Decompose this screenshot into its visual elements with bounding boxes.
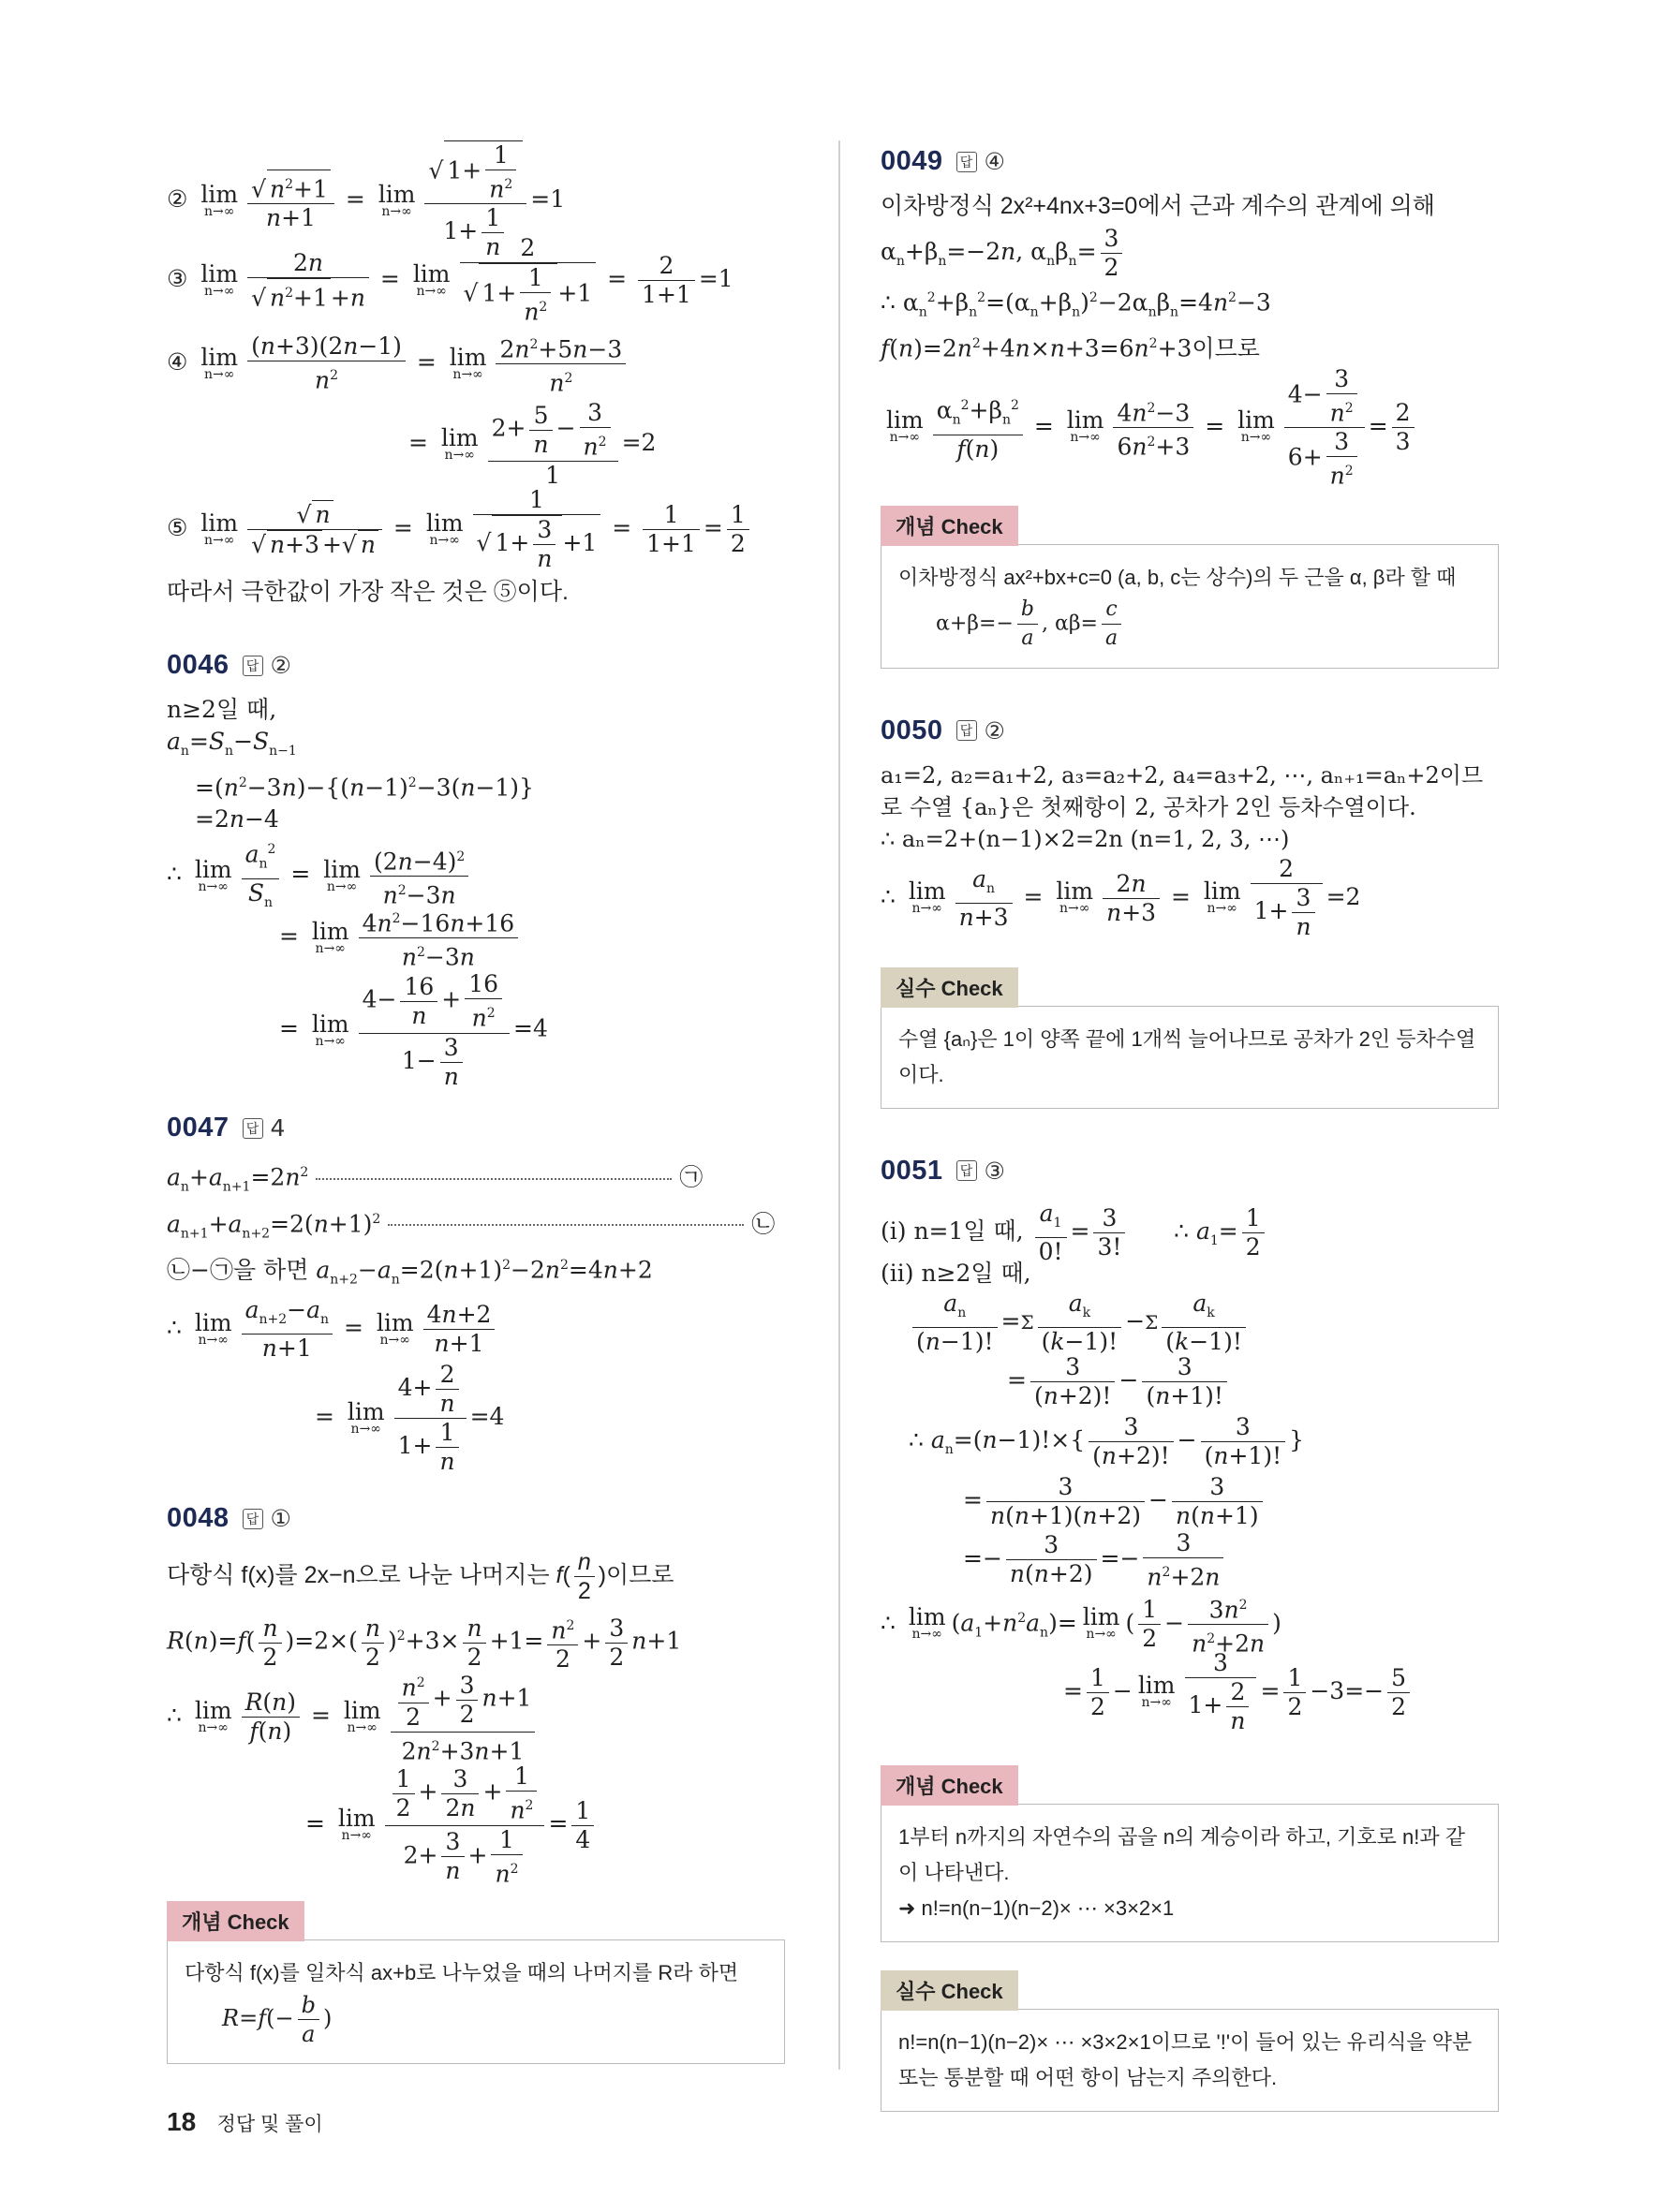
question-0050-header: 0050 답 ② bbox=[881, 715, 1005, 745]
q0050-line3: ∴ aₙ=2+(n−1)×2=2n (n=1, 2, 3, ⋯) bbox=[881, 825, 1290, 852]
math-line-2: ② lim n→∞ $\frac{√ n^2+1}{n+1}$ = lim n→∞ √ 1+ $\frac{1}{n^2}$ 1+ $\frac{1}{n}$ =1 bbox=[167, 141, 566, 261]
concept-check-0051 bbox=[881, 1765, 1499, 1942]
concept-check-tag: 개념 Check bbox=[167, 1901, 304, 1941]
math-line-4a: ④ lim n→∞ $\frac{(n+3)(2n-1)}{n^2}$ = lim n→∞ $\frac{2n^2+5n-3}{n^2}$ bbox=[167, 326, 785, 399]
right-column bbox=[881, 140, 1508, 2112]
concept-check-text: 1부터 n까지의 자연수의 곱을 n의 계승이라 하고, 기호로 n!과 같이 나타낸다. bbox=[898, 1824, 1465, 1884]
marker-1: ㉠ bbox=[679, 1163, 704, 1191]
question-0047-header: 0047 답 4 bbox=[167, 1113, 286, 1143]
q0051-eq4: = $\frac{3}{n(n+1)(n+2)}$ − $\frac{3}{n(n+1)}$ bbox=[881, 1471, 1508, 1529]
q0050-line2: 로 수열 {aₙ}은 첫째항이 2, 공차가 2인 등차수열이다. bbox=[881, 793, 1416, 820]
concept-check-formula: α+β=− $\frac{b}{a}$ , αβ= $\frac{c}{a}$ bbox=[898, 596, 1481, 653]
concept-check-0048 bbox=[167, 1901, 785, 2064]
q0046-line3: =2n−4 bbox=[195, 805, 279, 833]
q0047-eq3: ㉡−㉠을 하면 $a_{n+2}-a_n=2(n+1)^2-2n^2=4n+2$ bbox=[167, 1256, 653, 1288]
conclusion-text: 따라서 극한값이 가장 작은 것은 ⑤이다. bbox=[167, 579, 569, 605]
q0046-line5: = lim n→∞ $\frac{4n^2-16n+16}{n^2-3n}$ bbox=[167, 903, 785, 970]
math-line-4b: = lim n→∞ 2+ $\frac{5}{n}$ − $\frac{3}{n^2}$ 1 =2 bbox=[408, 399, 657, 490]
q0051-eq5: =− $\frac{3}{n(n+2)}$ =− $\frac{3}{n^2+2n}$ bbox=[881, 1529, 1508, 1587]
concept-check-tag: 개념 Check bbox=[881, 1765, 1018, 1806]
q0051-eq7: = $\frac{1}{2}$ − lim n→∞ 3 1+ $\frac{2}{n}$ = $\frac{1}{2}$ −3=− $\frac{5}{2}$ bbox=[881, 1649, 1508, 1733]
question-0048-header: 0048 답 ① bbox=[167, 1503, 291, 1534]
question-0046-header: 0046 답 ② bbox=[167, 650, 291, 680]
q0051-eq2: = $\frac{3}{(n+2)!}$ − $\frac{3}{(n+1)!}$ bbox=[881, 1351, 1508, 1409]
math-line-5: ⑤ lim n→∞ $\frac{√ n}{√ n+3 +√ n}$ = lim n→∞ 1 √ 1+ $\frac{3}{n}$ +1 = $\frac{1}{1+1}$ = $\frac{1}{2}$ bbox=[167, 483, 785, 573]
q0049-eq3: $f(n)=2n^2+4n\times n+3=6n^2+3$이므로 bbox=[881, 334, 1260, 362]
q0049-eq4: lim n→∞ $\frac{\alpha_n^2+\beta_n^2}{f(n)}$ = lim n→∞ $\frac{4n^2-3}{6n^2+3}$ = lim n→∞ 4− $\frac{3}{n^2}$ 6+ $\frac{3}{n^2}$ = $\frac{2}{3}$ bbox=[881, 365, 1508, 478]
q0051-eq1: $\frac{a_n}{(n-1)!}$ =Σ $\frac{a_k}{(k-1)!}$ −Σ $\frac{a_k}{(k-1)!}$ bbox=[881, 1290, 1508, 1351]
concept-check-0049 bbox=[881, 506, 1499, 669]
q0050-line1: a₁=2, a₂=a₁+2, a₃=a₂+2, a₄=a₃+2, ⋯, aₙ₊₁=aₙ+2이므 bbox=[881, 761, 1484, 789]
concept-check-formula: R=f(− $\frac{b}{a}$ ) bbox=[222, 1992, 333, 2048]
q0046-line4: ∴ lim n→∞ $\frac{a_n^2}{S_n}$ = lim n→∞ $\frac{(2n-4)^2}{n^2-3n}$ bbox=[167, 835, 785, 903]
page-title: 정답 및 풀이 bbox=[216, 2114, 323, 2135]
mistake-check-tag: 실수 Check bbox=[881, 967, 1018, 1008]
q0046-line6: = lim n→∞ 4− $\frac{16}{n}$ + $\frac{16}{n^2}$ 1− $\frac{3}{n}$ =4 bbox=[279, 970, 548, 1090]
page-number: 18 bbox=[167, 2107, 197, 2136]
mistake-check-0050 bbox=[881, 967, 1499, 1109]
q0051-case2: (ii) n≥2일 때, bbox=[881, 1259, 1031, 1287]
q0049-eq2: ∴ $\alpha_n^2+\beta_n^2=(\alpha_n+\beta_n)^2-2\alpha_n\beta_n=4n^2-3$ bbox=[881, 288, 1271, 320]
question-0049-header: 0049 답 ④ bbox=[881, 146, 1005, 176]
concept-check-text: 이차방정식 ax²+bx+c=0 (a, b, c는 상수)의 두 근을 α, β라 할 때 bbox=[898, 565, 1457, 589]
q0046-intro: n≥2일 때, bbox=[167, 696, 277, 723]
q0049-eq1: $\alpha_n+\beta_n=-2n$, $\alpha_n\beta_n=$ $\frac{3}{2}$ bbox=[881, 222, 1508, 282]
left-column bbox=[167, 140, 785, 2064]
q0051-eq3: ∴ $a_n=(n-1)!\times${ $\frac{3}{(n+2)!}$ − $\frac{3}{(n+1)!}$ } bbox=[909, 1412, 1305, 1469]
marker-2: ㉡ bbox=[751, 1209, 776, 1237]
question-0051-header: 0051 답 ③ bbox=[881, 1155, 1005, 1186]
q0047-eq2: $a_{n+1}+a_{n+2}=2(n+1)^2$ ㉡ bbox=[167, 1209, 776, 1241]
math-line-3: ③ lim n→∞ $\frac{2n}{√ n^2+1 +n}$ = lim n→∞ 2 √ 1+ $\frac{1}{n^2}$ +1 = $\frac{2}{1+1}$ =1 bbox=[167, 234, 733, 326]
q0051-eq6: ∴ lim n→∞ $(a_1+n^2a_n)=$ lim n→∞ ( $\frac{1}{2}$ − $\frac{3n^2}{n^2+2n}$ ) bbox=[881, 1587, 1508, 1649]
q0048-eq3: = lim n→∞ $\frac{1}{2}$ + $\frac{3}{2n}$ + $\frac{1}{n^2}$ 2+ $\frac{3}{n}$ + $\frac{1}{n^2}$ = $\frac{1}{4}$ bbox=[167, 1762, 785, 1865]
mistake-check-text: 수열 {aₙ}은 1이 양쪽 끝에 1개씩 늘어나므로 공차가 2인 등차수열이다. bbox=[898, 1026, 1476, 1086]
mistake-check-0051 bbox=[881, 1970, 1499, 2112]
page-footer bbox=[167, 2107, 323, 2137]
column-divider bbox=[838, 140, 840, 2070]
mistake-check-text: n!=n(n−1)(n−2)× ⋯ ×3×2×1이므로 '!'이 들어 있는 유리식을 약분 또는 통분할 때 어떤 항이 남는지 주의한다. bbox=[898, 2029, 1473, 2089]
q0048-eq1: R(n)=f( $\frac{n}{2}$ )=2×( $\frac{n}{2}$ )$^2$+3× $\frac{n}{2}$ +1= $\frac{n^2}{2}$ + $\frac{3}{2}$ n+1 bbox=[167, 1603, 785, 1669]
q0049-intro: 이차방정식 2x²+4nx+3=0에서 근과 계수의 관계에 의해 bbox=[881, 193, 1435, 219]
q0047-eq1: $a_n+a_{n+1}=2n^2$ ㉠ bbox=[167, 1163, 704, 1195]
concept-check-formula: ➜ n!=n(n−1)(n−2)× ⋯ ×3×2×1 bbox=[898, 1895, 1175, 1920]
q0046-line1: $a_n=S_n-S_{n-1}$ bbox=[167, 728, 297, 759]
concept-check-tag: 개념 Check bbox=[881, 506, 1018, 546]
q0047-eq4: ∴ lim n→∞ $\frac{a_{n+2}-a_n}{n+1}$ = lim n→∞ $\frac{4n+2}{n+1}$ bbox=[167, 1295, 785, 1361]
q0050-eq4: ∴ lim n→∞ $\frac{a_n}{n+3}$ = lim n→∞ $\frac{2n}{n+3}$ = lim n→∞ 2 1+ $\frac{3}{n}$ =2 bbox=[881, 855, 1361, 941]
q0051-case1: (i) n=1일 때, $\frac{a_1}{0!}$ = $\frac{3}{3!}$ ∴ $a_1=$ $\frac{1}{2}$ bbox=[881, 1200, 1508, 1258]
q0048-intro: 다항식 f(x)를 2x−n으로 나눈 나머지는 f( $\frac{n}{2}$ )이므로 bbox=[167, 1549, 674, 1605]
q0047-eq5: = lim n→∞ 4+ $\frac{2}{n}$ 1+ $\frac{1}{n}$ =4 bbox=[315, 1361, 505, 1476]
mistake-check-tag: 실수 Check bbox=[881, 1970, 1018, 2011]
q0048-eq2: ∴ lim n→∞ $\frac{R(n)}{f(n)}$ = lim n→∞ $\frac{n^2}{2}$ + $\frac{3}{2}$ n+1 $2n^2+3n+1$ bbox=[167, 1669, 785, 1762]
concept-check-text: 다항식 f(x)를 일차식 ax+b로 나누었을 때의 나머지를 R라 하면 bbox=[185, 1961, 739, 1985]
q0046-line2: $=(n^2-3n)-\{(n-1)^2-3(n-1)\}$ bbox=[195, 774, 534, 802]
